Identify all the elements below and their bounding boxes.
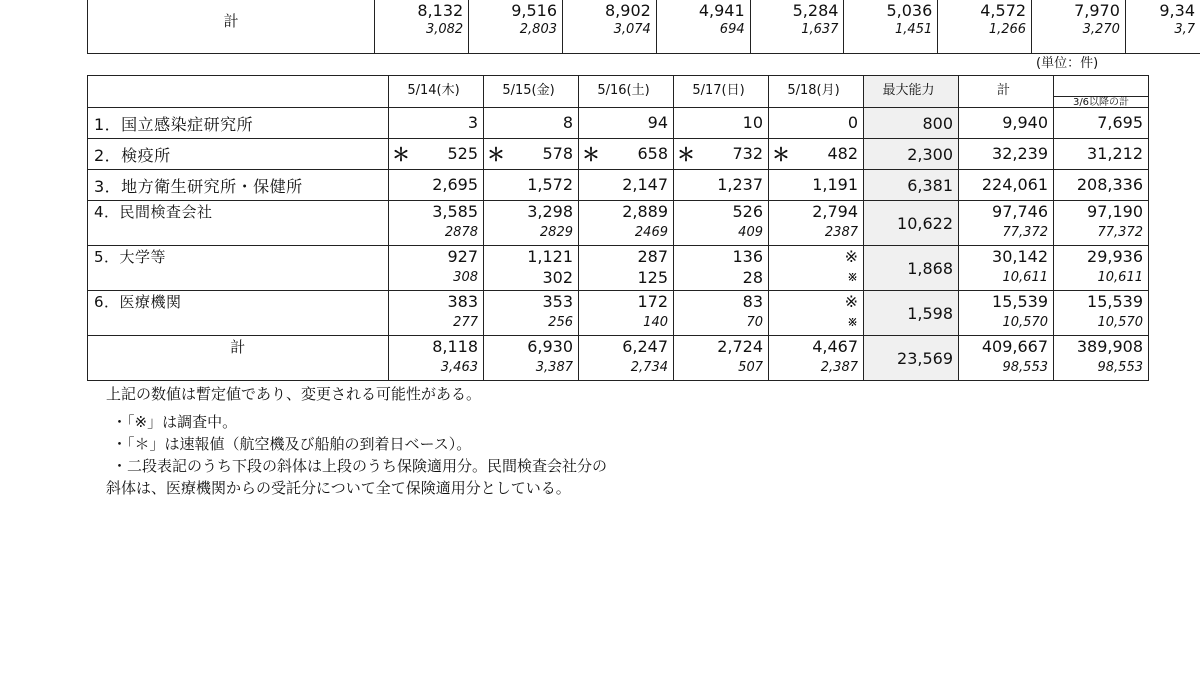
upper-value: 927 — [447, 247, 478, 266]
upper-value: 3 — [467, 113, 478, 132]
upper-value: 94 — [647, 113, 668, 132]
upper-value: 658 — [637, 144, 668, 163]
lower-value: 10,611 — [1002, 270, 1048, 285]
upper-value: 389,908 — [1076, 337, 1143, 356]
upper-value: 97,190 — [1087, 202, 1143, 221]
upper-value: 2,147 — [622, 175, 668, 194]
lower-value: 10,570 — [1002, 315, 1048, 330]
upper-value: 6,930 — [527, 337, 573, 356]
since-total-cell — [1054, 201, 1149, 246]
max-capacity-cell: 6,381 — [864, 170, 959, 201]
unit-label: (単位：件) — [1036, 56, 1099, 71]
upper-value: 6,247 — [622, 337, 668, 356]
lower-value: 2469 — [634, 225, 668, 240]
note-under-investigation: ・「※」は調査中。 — [112, 413, 238, 431]
upper-value: 287 — [637, 247, 668, 266]
lower-value: 28 — [742, 268, 763, 287]
daily-total-cell — [484, 336, 579, 381]
daily-count-cell — [674, 201, 769, 246]
lower-value: 77,372 — [1002, 225, 1048, 240]
lower-value: 1,451 — [895, 22, 933, 37]
lower-value: 3,463 — [440, 360, 478, 375]
since-total-column-header — [1054, 76, 1149, 108]
cumulative-total-cell — [959, 108, 1054, 139]
upper-value: 4,941 — [698, 1, 745, 20]
lower-value: 302 — [542, 268, 573, 287]
daily-count-cell — [674, 246, 769, 291]
cumulative-total-cell — [959, 201, 1054, 246]
cell-content — [674, 141, 763, 167]
cell-content — [579, 141, 668, 167]
cell-content — [674, 174, 763, 196]
table-row — [88, 108, 1149, 139]
cell-content — [674, 112, 763, 134]
daily-count-cell — [674, 108, 769, 139]
daily-count-cell — [389, 139, 484, 170]
upper-value: 31,212 — [1087, 144, 1143, 163]
cell-content — [389, 141, 478, 167]
lower-value: 98,553 — [1097, 360, 1143, 375]
preliminary-star-mark: ＊ — [487, 145, 505, 166]
total-column-header — [959, 76, 1054, 108]
daily-count-cell — [674, 139, 769, 170]
upper-value: 4,572 — [980, 1, 1027, 20]
upper-value: 7,695 — [1097, 113, 1143, 132]
daily-count-cell — [579, 291, 674, 336]
date-column-header: 5/14(木) — [389, 76, 484, 108]
max-capacity-cell: 1,868 — [864, 246, 959, 291]
note-insurance-coverage-continued: 斜体は、医療機関からの受託分について全て保険適用分としている。 — [106, 479, 571, 497]
table-row — [88, 139, 1149, 170]
cell-content — [959, 112, 1048, 134]
previous-week-total-cell — [938, 0, 1032, 54]
grand-total-cell — [959, 336, 1054, 381]
since-total-cell — [1054, 108, 1149, 139]
cumulative-total-cell — [959, 170, 1054, 201]
daily-total-cell — [579, 336, 674, 381]
upper-value: 208,336 — [1076, 175, 1143, 194]
table-row — [88, 170, 1149, 201]
lower-value: 3,7 — [1174, 22, 1195, 37]
lower-value: 3,270 — [1082, 22, 1120, 37]
upper-value: 2,889 — [622, 202, 668, 221]
previous-week-total-cell — [375, 0, 469, 54]
upper-value: 8 — [562, 113, 573, 132]
provisional-note: 上記の数値は暫定値であり、変更される可能性がある。 — [106, 385, 482, 403]
cell-content — [484, 141, 573, 167]
lower-value: 2,734 — [630, 360, 668, 375]
daily-count-cell — [579, 246, 674, 291]
upper-value: 15,539 — [992, 292, 1048, 311]
upper-value: ※ — [844, 292, 858, 311]
since-total-cell — [1054, 291, 1149, 336]
upper-value: 1,237 — [717, 175, 763, 194]
lower-value: 277 — [453, 315, 478, 330]
lower-value: 3,387 — [535, 360, 573, 375]
lower-value: ※ — [847, 315, 858, 330]
previous-week-total-cell — [750, 0, 844, 54]
daily-count-cell — [389, 246, 484, 291]
cell-content — [959, 143, 1048, 165]
lower-value: 3,074 — [613, 22, 651, 37]
upper-value: 7,970 — [1074, 1, 1120, 20]
row-label: 1．国立感染症研究所 — [88, 108, 389, 139]
lower-value: 256 — [548, 315, 573, 330]
lower-value: 140 — [643, 315, 668, 330]
max-capacity-cell: 1,598 — [864, 291, 959, 336]
previous-week-total-cell — [1032, 0, 1126, 54]
cell-content — [769, 141, 858, 167]
lower-value: 98,553 — [1002, 360, 1048, 375]
upper-value: 409,667 — [981, 337, 1048, 356]
cell-content — [484, 112, 573, 134]
lower-value: 2,387 — [820, 360, 858, 375]
upper-value: 29,936 — [1087, 247, 1143, 266]
cell-content — [1054, 112, 1143, 134]
upper-value: 1,572 — [527, 175, 573, 194]
upper-value: 4,467 — [812, 337, 858, 356]
daily-total-cell — [389, 336, 484, 381]
preliminary-star-mark: ＊ — [582, 145, 600, 166]
notes-section — [106, 383, 607, 499]
cumulative-total-cell — [959, 246, 1054, 291]
date-column-header: 5/16(土) — [579, 76, 674, 108]
lower-value: 1,637 — [801, 22, 839, 37]
upper-value: 732 — [732, 144, 763, 163]
lower-value: 77,372 — [1097, 225, 1143, 240]
table-row — [88, 201, 1149, 246]
upper-value: 1,121 — [527, 247, 573, 266]
daily-total-cell — [769, 336, 864, 381]
cell-content — [579, 112, 668, 134]
daily-count-cell — [579, 170, 674, 201]
daily-count-cell — [769, 246, 864, 291]
total-row — [88, 336, 1149, 381]
previous-week-total-cell — [1125, 0, 1200, 54]
since-total-cell — [1054, 139, 1149, 170]
daily-count-cell — [484, 170, 579, 201]
lower-value: 3,082 — [425, 22, 464, 37]
lower-value: 2878 — [444, 225, 478, 240]
lower-value: 2829 — [539, 225, 573, 240]
daily-count-cell — [484, 139, 579, 170]
previous-week-total-cell — [563, 0, 657, 54]
daily-count-cell — [484, 246, 579, 291]
upper-value: 9,34 — [1159, 1, 1195, 20]
lower-value: 10,570 — [1097, 315, 1143, 330]
since-grand-total-cell — [1054, 336, 1149, 381]
upper-value: 10 — [742, 113, 763, 132]
lower-value: 1,266 — [988, 22, 1027, 37]
lower-value: 2387 — [824, 225, 858, 240]
upper-value: 2,724 — [717, 337, 763, 356]
daily-count-cell — [674, 291, 769, 336]
cell-content — [1054, 143, 1143, 165]
lower-value: 308 — [453, 270, 478, 285]
upper-value: 8,902 — [605, 1, 651, 20]
daily-count-cell — [769, 170, 864, 201]
daily-count-cell — [674, 170, 769, 201]
since-total-cell — [1054, 246, 1149, 291]
upper-value: 172 — [637, 292, 668, 311]
upper-value: 0 — [847, 113, 858, 132]
note-preliminary-value: ・「＊」は速報値（航空機及び船舶の到着日ベース）。 — [112, 435, 472, 453]
previous-week-total-row — [88, 0, 1200, 54]
daily-count-cell — [484, 108, 579, 139]
previous-week-total-cell — [469, 0, 563, 54]
daily-count-cell — [579, 108, 674, 139]
cell-content — [484, 174, 573, 196]
lower-value: 70 — [746, 315, 763, 330]
header-row — [88, 76, 1149, 108]
upper-value: 32,239 — [992, 144, 1048, 163]
previous-week-total-label: 計 — [88, 0, 375, 54]
daily-count-cell — [389, 201, 484, 246]
since-total-cell — [1054, 170, 1149, 201]
row-label: 2．検疫所 — [88, 139, 389, 170]
row-label: 4．民間検査会社 — [88, 201, 389, 246]
upper-value: 30,142 — [992, 247, 1048, 266]
header-corner — [88, 76, 389, 108]
daily-count-cell — [579, 139, 674, 170]
upper-value: 2,794 — [812, 202, 858, 221]
cumulative-total-cell — [959, 291, 1054, 336]
pcr-test-count-table — [87, 75, 1149, 381]
upper-value: 83 — [742, 292, 763, 311]
upper-value: 136 — [732, 247, 763, 266]
preliminary-star-mark: ＊ — [677, 145, 695, 166]
lower-value: 2,803 — [519, 22, 557, 37]
upper-value: 3,585 — [432, 202, 478, 221]
max-capacity-total-cell: 23,569 — [864, 336, 959, 381]
upper-value: 15,539 — [1087, 292, 1143, 311]
preliminary-star-mark: ＊ — [392, 145, 410, 166]
row-label: 5．大学等 — [88, 246, 389, 291]
previous-week-total-cell — [844, 0, 938, 54]
daily-count-cell — [389, 291, 484, 336]
max-capacity-cell: 800 — [864, 108, 959, 139]
upper-value: 5,284 — [792, 1, 839, 20]
row-label: 6．医療機関 — [88, 291, 389, 336]
cell-content — [959, 174, 1048, 196]
lower-value: 10,611 — [1097, 270, 1143, 285]
upper-value: 482 — [827, 144, 858, 163]
previous-week-total-cell — [656, 0, 750, 54]
upper-value: 8,118 — [432, 337, 478, 356]
max-capacity-cell: 2,300 — [864, 139, 959, 170]
daily-total-cell — [674, 336, 769, 381]
daily-count-cell — [769, 201, 864, 246]
upper-value: 525 — [447, 144, 478, 163]
since-total-subheader: 3/6以降の計 — [1053, 96, 1149, 108]
row-label: 3．地方衛生研究所・保健所 — [88, 170, 389, 201]
upper-value: 224,061 — [981, 175, 1048, 194]
daily-count-cell — [484, 201, 579, 246]
daily-count-cell — [769, 108, 864, 139]
upper-value: 353 — [542, 292, 573, 311]
upper-value: 1,191 — [812, 175, 858, 194]
upper-value: 526 — [732, 202, 763, 221]
max-capacity-cell: 10,622 — [864, 201, 959, 246]
upper-value: 2,695 — [432, 175, 478, 194]
upper-value: 9,516 — [511, 1, 557, 20]
upper-value: 383 — [447, 292, 478, 311]
lower-value: 694 — [719, 22, 745, 37]
lower-value: 409 — [738, 225, 763, 240]
upper-value: 9,940 — [1002, 113, 1048, 132]
date-column-header: 5/17(日) — [674, 76, 769, 108]
daily-count-cell — [769, 291, 864, 336]
daily-count-cell — [389, 108, 484, 139]
cell-content — [389, 174, 478, 196]
daily-count-cell — [484, 291, 579, 336]
previous-week-summary-table — [87, 0, 1200, 54]
date-column-header: 5/18(月) — [769, 76, 864, 108]
cell-content — [389, 112, 478, 134]
daily-count-cell — [579, 201, 674, 246]
total-row-label: 計 — [88, 336, 389, 381]
cell-content — [579, 174, 668, 196]
max-capacity-header: 最大能力 — [864, 76, 959, 108]
table-row — [88, 291, 1149, 336]
date-column-header: 5/15(金) — [484, 76, 579, 108]
preliminary-star-mark: ＊ — [772, 145, 790, 166]
total-header-label: 計 — [996, 83, 1010, 98]
upper-value: 3,298 — [527, 202, 573, 221]
lower-value: ※ — [847, 270, 858, 285]
note-insurance-coverage: ・二段表記のうち下段の斜体は上段のうち保険適用分。民間検査会社分の — [112, 457, 608, 475]
lower-value: 125 — [637, 268, 668, 287]
cell-content — [769, 112, 858, 134]
daily-count-cell — [769, 139, 864, 170]
cell-content — [1054, 174, 1143, 196]
upper-value: 578 — [542, 144, 573, 163]
upper-value: 5,036 — [886, 1, 933, 20]
lower-value: 507 — [738, 360, 763, 375]
upper-value: 8,132 — [417, 1, 464, 20]
cell-content — [769, 174, 858, 196]
daily-count-cell — [389, 170, 484, 201]
upper-value: 97,746 — [992, 202, 1048, 221]
cumulative-total-cell — [959, 139, 1054, 170]
table-row — [88, 246, 1149, 291]
upper-value: ※ — [844, 247, 858, 266]
